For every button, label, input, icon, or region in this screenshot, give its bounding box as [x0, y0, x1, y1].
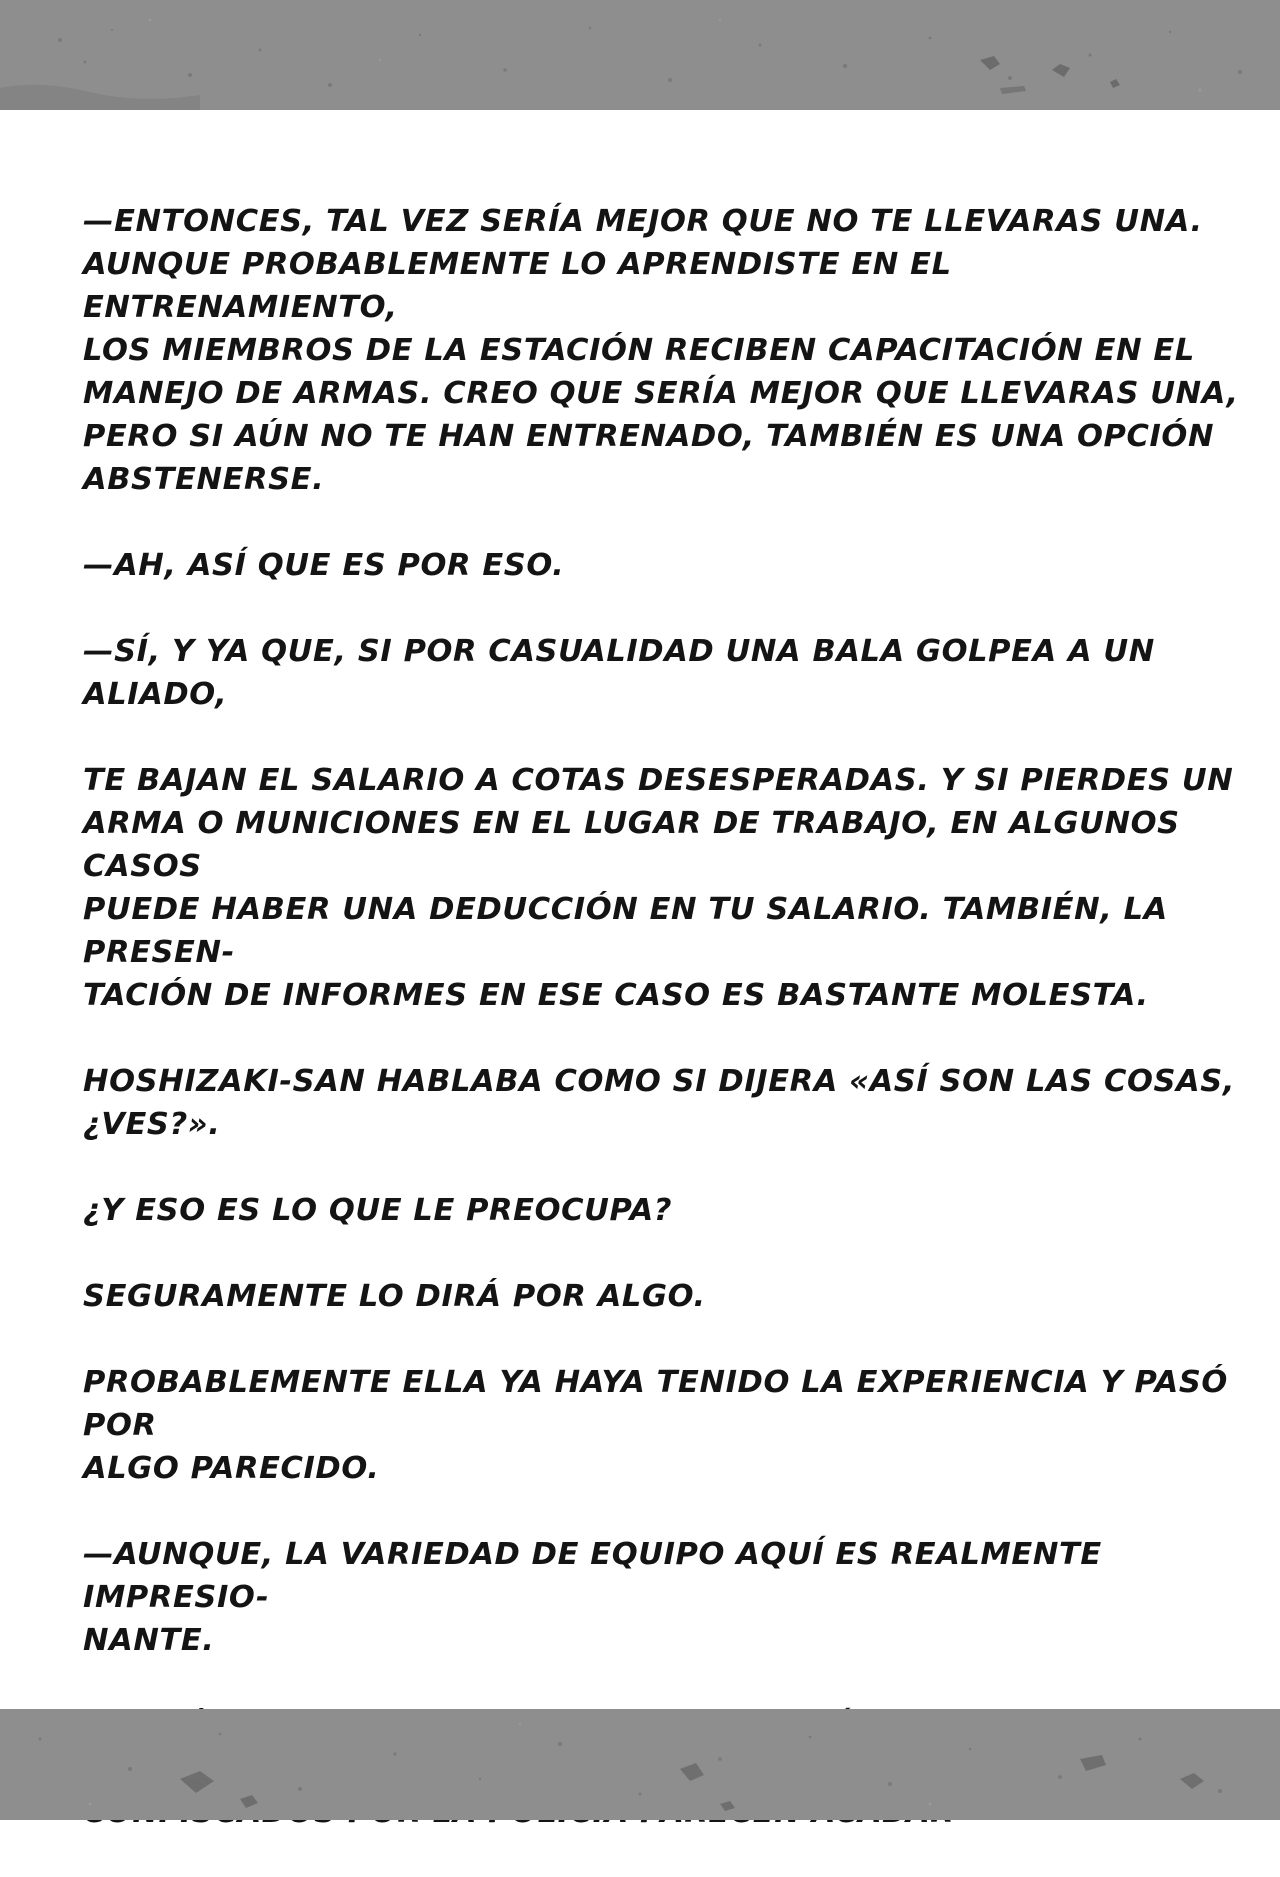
document-body [83, 200, 1243, 1877]
paragraph: —AUNQUE, LA VARIEDAD DE EQUIPO AQUÍ ES REALMENTE IMPRESIO- NANTE. [83, 1537, 1102, 1658]
paragraph: —SÍ, Y YA QUE, SI POR CASUALIDAD UNA BALA GOLPEA A UN ALIADO, [83, 634, 1155, 712]
paragraph: PROBABLEMENTE ELLA YA HAYA TENIDO LA EXPERIENCIA Y PASÓ POR ALGO PARECIDO. [83, 1365, 1228, 1486]
paragraph: HOSHIZAKI-SAN HABLABA COMO SI DIJERA «ASÍ SON LAS COSAS, ¿VES?». [83, 1064, 1236, 1142]
bottom-grunge-band [0, 1709, 1280, 1820]
paragraph: TE BAJAN EL SALARIO A COTAS DESESPERADAS. Y SI PIERDES UN ARMA O MUNICIONES EN EL LUGAR DE TRABAJO, EN ALGUNOS CASOS PUEDE HABER UNA DEDUCCIÓN EN TU SALARIO. TAMBIÉN, LA PRESEN- TACIÓN DE INFORMES EN ESE CASO ES BASTANTE MOLESTA. [83, 763, 1234, 1013]
paragraph: —ENTONCES, TAL VEZ SERÍA MEJOR QUE NO TE LLEVARAS UNA. AUNQUE PROBABLEMENTE LO APRENDISTE EN EL ENTRENAMIENTO, LOS MIEMBROS DE LA ESTACIÓN RECIBEN CAPACITACIÓN EN EL MANEJO DE ARMAS. CREO QUE SERÍA MEJOR QUE LLEVARAS UNA, PERO SI AÚN NO TE HAN ENTRENADO, TAMBIÉN ES UNA OPCIÓN ABSTENERSE. [83, 204, 1239, 497]
top-grunge-texture [0, 0, 1280, 110]
paragraph: SEGURAMENTE LO DIRÁ POR ALGO. [83, 1279, 706, 1314]
top-grunge-band [0, 0, 1280, 110]
paragraph: ¿Y ESO ES LO QUE LE PREOCUPA? [83, 1193, 673, 1228]
paragraph: —AH, ASÍ QUE ES POR ESO. [83, 548, 565, 583]
bottom-grunge-texture [0, 1709, 1280, 1820]
